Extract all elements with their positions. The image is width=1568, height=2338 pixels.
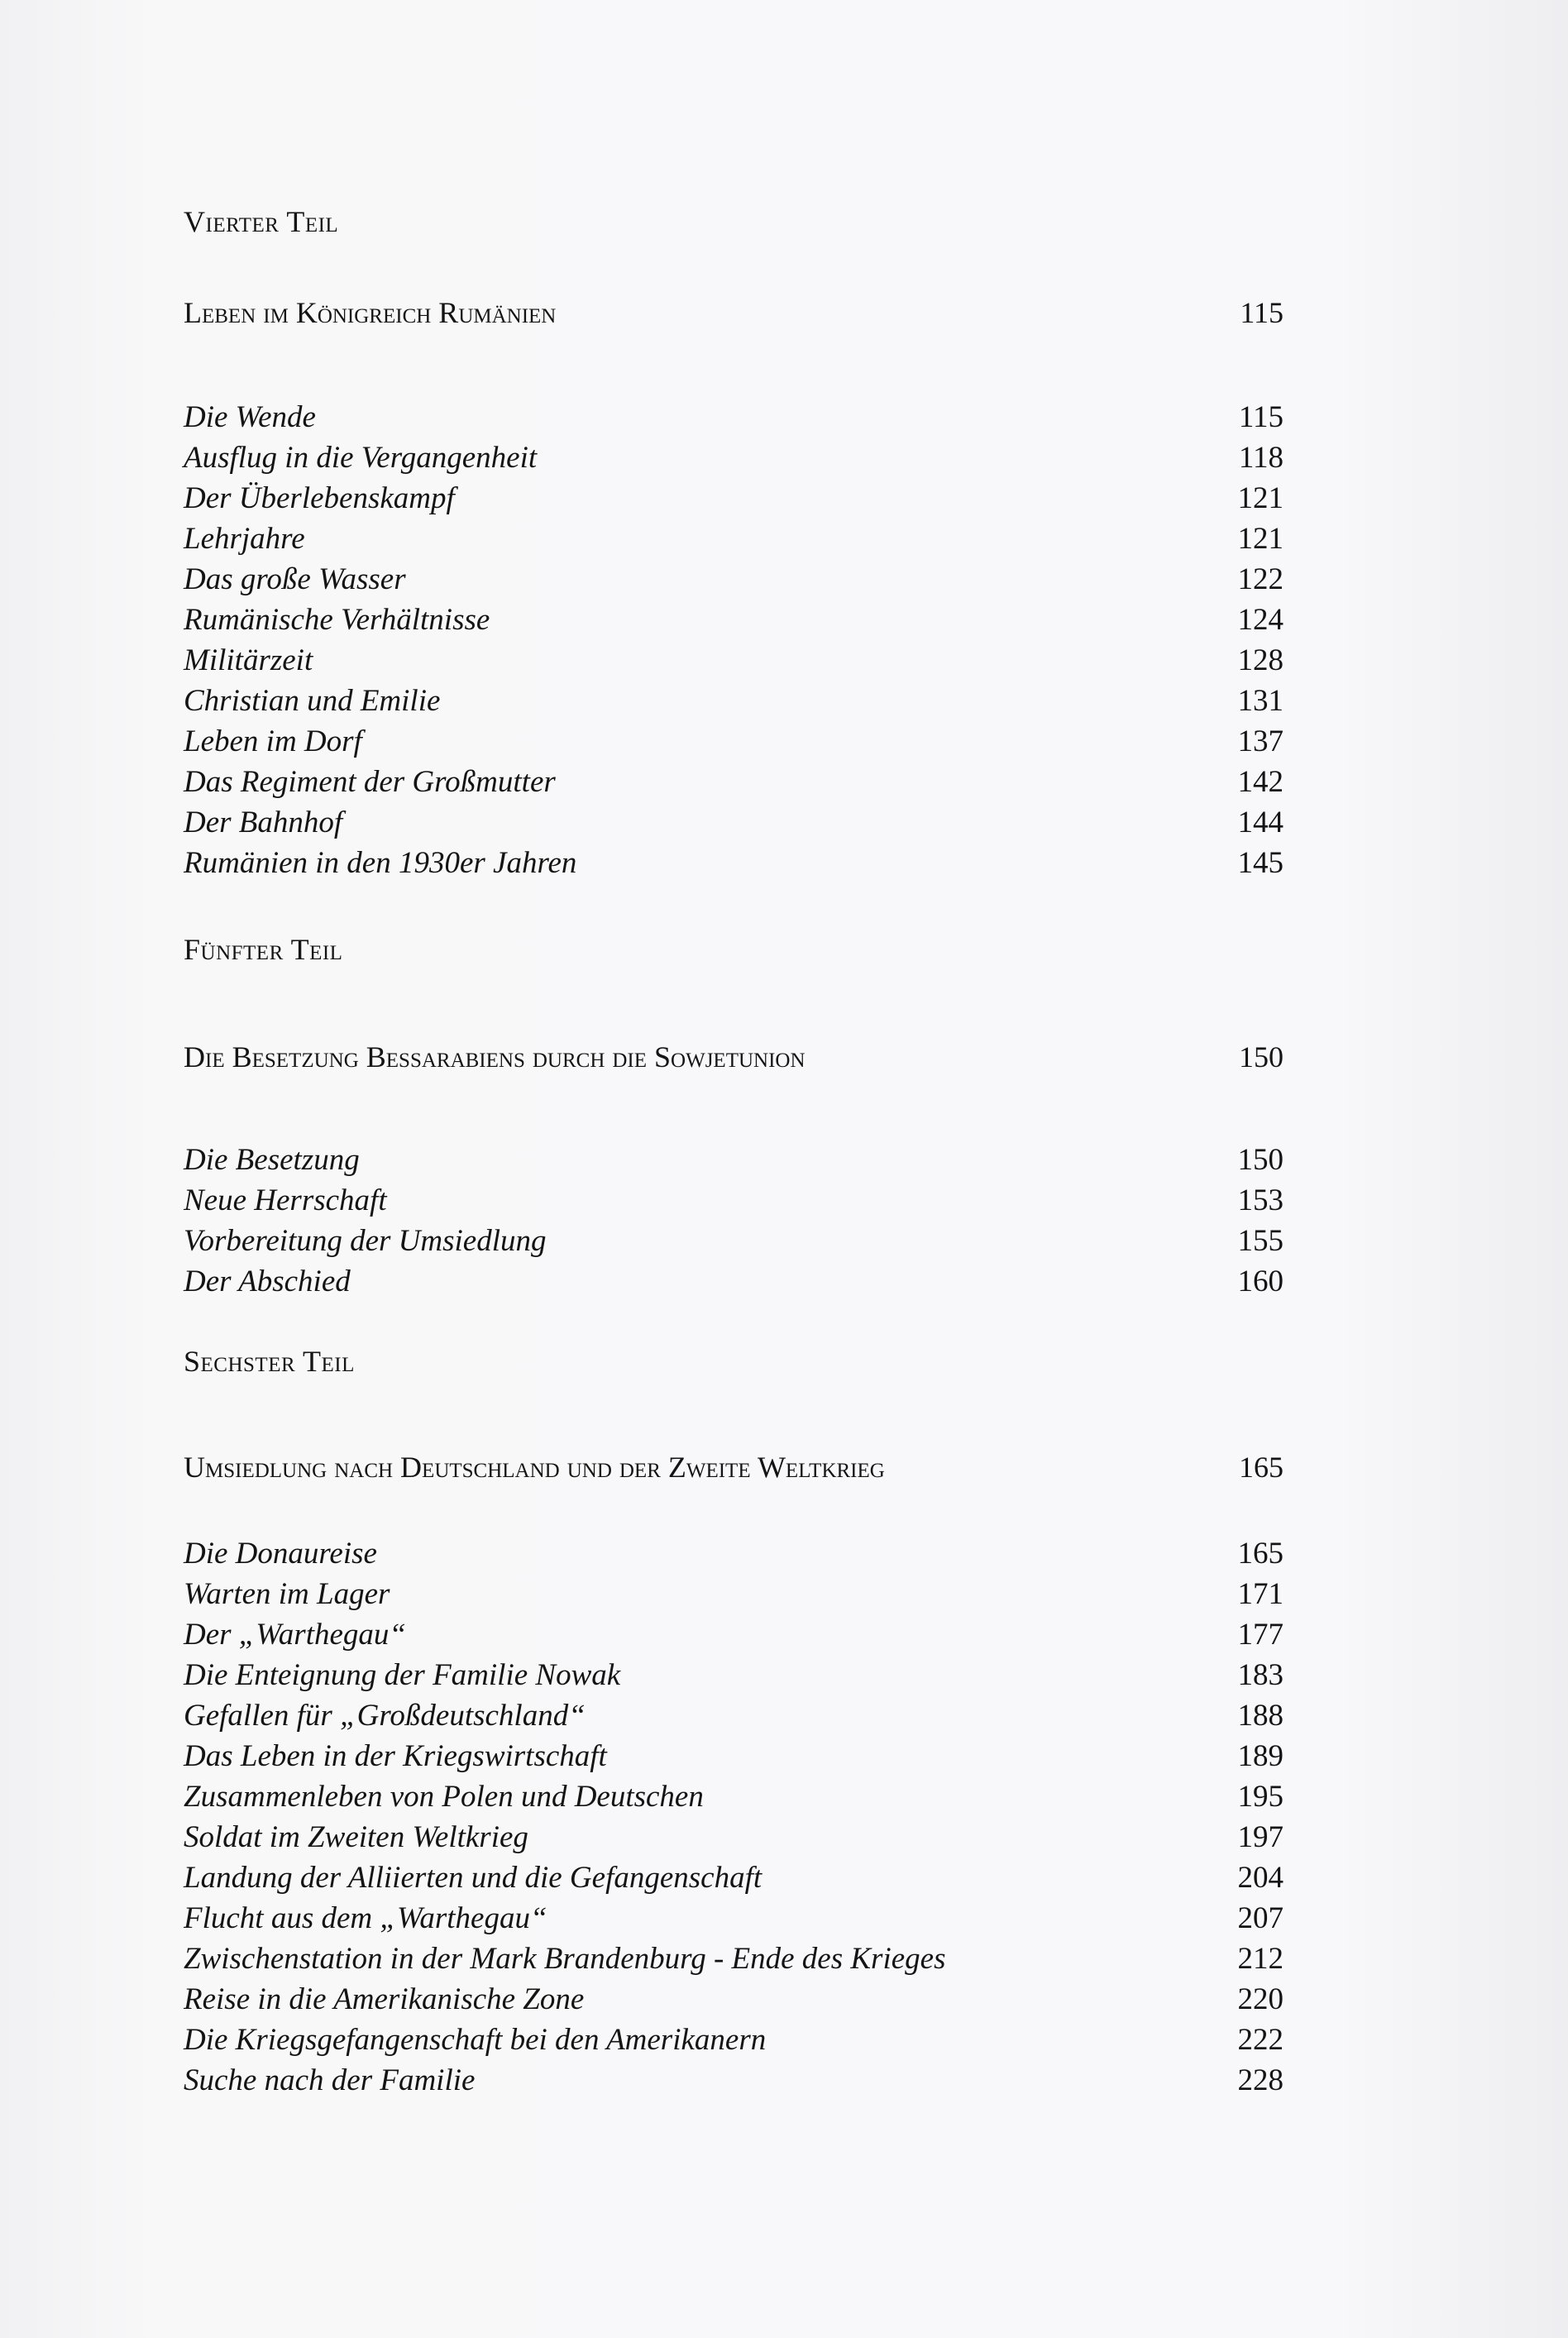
part-heading: Sechster Teil — [184, 1345, 355, 1378]
entry-title: Warten im Lager — [184, 1577, 390, 1611]
entry-list — [184, 397, 1284, 883]
toc-entry — [184, 640, 1284, 681]
part-heading: Fünfter Teil — [184, 933, 343, 966]
entry-title: Die Wende — [184, 400, 316, 434]
part-heading: Vierter Teil — [184, 205, 339, 238]
entry-title: Das große Wasser — [184, 562, 406, 596]
toc-entry — [184, 1776, 1284, 1817]
entry-page-number: 128 — [1237, 643, 1284, 677]
toc-entry — [184, 437, 1284, 478]
toc-entry — [184, 762, 1284, 802]
entry-title: Gefallen für „Großdeutschland“ — [184, 1699, 586, 1733]
entry-title: Soldat im Zweiten Weltkrieg — [184, 1820, 528, 1854]
entry-title: Landung der Alliierten und die Gefangenschaft — [184, 1861, 762, 1895]
entry-title: Zusammenleben von Polen und Deutschen — [184, 1780, 704, 1814]
entry-title: Leben im Dorf — [184, 724, 362, 758]
entry-page-number: 220 — [1237, 1982, 1284, 2016]
toc-entry — [184, 478, 1284, 519]
section-heading — [184, 1452, 1284, 1485]
section-title: Leben im Königreich Rumänien — [184, 296, 557, 329]
entry-page-number: 177 — [1237, 1618, 1284, 1652]
entry-title: Reise in die Amerikanische Zone — [184, 1982, 585, 2016]
section-page-number: 115 — [1240, 296, 1284, 329]
toc-entry — [184, 559, 1284, 600]
entry-page-number: 188 — [1237, 1699, 1284, 1733]
section-title: Umsiedlung nach Deutschland und der Zweite Weltkrieg — [184, 1451, 885, 1484]
toc-entry — [184, 1180, 1284, 1221]
section-page-number: 165 — [1239, 1451, 1284, 1484]
entry-page-number: 131 — [1237, 684, 1284, 718]
entry-page-number: 189 — [1237, 1739, 1284, 1773]
toc-entry — [184, 802, 1284, 843]
toc-entry — [184, 2020, 1284, 2060]
entry-page-number: 121 — [1237, 522, 1284, 556]
entry-page-number: 204 — [1237, 1861, 1284, 1895]
toc-entry — [184, 600, 1284, 640]
entry-page-number: 155 — [1237, 1224, 1284, 1258]
entry-title: Der Überlebenskampf — [184, 481, 455, 515]
entry-list — [184, 1140, 1284, 1302]
toc-entry — [184, 1261, 1284, 1302]
entry-title: Lehrjahre — [184, 522, 305, 556]
entry-page-number: 142 — [1237, 765, 1284, 799]
section-title: Die Besetzung Bessarabiens durch die Sowjetunion — [184, 1040, 806, 1073]
entry-page-number: 160 — [1237, 1265, 1284, 1298]
entry-title: Flucht aus dem „Warthegau“ — [184, 1901, 547, 1935]
entry-page-number: 118 — [1238, 441, 1284, 475]
section-heading — [184, 298, 1284, 331]
entry-page-number: 195 — [1237, 1780, 1284, 1814]
entry-page-number: 121 — [1237, 481, 1284, 515]
entry-page-number: 144 — [1237, 806, 1284, 839]
section-page-number: 150 — [1239, 1040, 1284, 1073]
toc-entry — [184, 721, 1284, 762]
entry-page-number: 183 — [1237, 1658, 1284, 1692]
entry-page-number: 207 — [1237, 1901, 1284, 1935]
toc-entry — [184, 1736, 1284, 1776]
entry-title: Rumänien in den 1930er Jahren — [184, 846, 577, 880]
toc-entry — [184, 1939, 1284, 1979]
entry-title: Ausflug in die Vergangenheit — [184, 441, 538, 475]
toc-entry — [184, 1140, 1284, 1180]
entry-page-number: 222 — [1237, 2023, 1284, 2057]
entry-title: Suche nach der Familie — [184, 2063, 476, 2097]
entry-title: Der Abschied — [184, 1265, 351, 1298]
entry-title: Der Bahnhof — [184, 806, 343, 839]
entry-title: Die Enteignung der Familie Nowak — [184, 1658, 621, 1692]
toc-entry — [184, 2060, 1284, 2101]
toc-entry — [184, 681, 1284, 721]
entry-title: Vorbereitung der Umsiedlung — [184, 1224, 547, 1258]
toc-entry — [184, 397, 1284, 437]
toc-entry — [184, 1614, 1284, 1655]
toc-entry — [184, 1979, 1284, 2020]
entry-list — [184, 1533, 1284, 2101]
entry-page-number: 124 — [1237, 603, 1284, 637]
entry-page-number: 228 — [1237, 2063, 1284, 2097]
entry-title: Militärzeit — [184, 643, 313, 677]
toc-entry — [184, 1533, 1284, 1574]
entry-page-number: 212 — [1237, 1942, 1284, 1976]
entry-page-number: 197 — [1237, 1820, 1284, 1854]
section-heading — [184, 1042, 1284, 1075]
table-of-contents — [184, 207, 1284, 2101]
toc-entry — [184, 1857, 1284, 1898]
entry-title: Zwischenstation in der Mark Brandenburg - Ende des Krieges — [184, 1942, 946, 1976]
toc-entry — [184, 519, 1284, 559]
entry-page-number: 165 — [1237, 1537, 1284, 1571]
entry-page-number: 115 — [1238, 400, 1284, 434]
entry-title: Neue Herrschaft — [184, 1183, 387, 1217]
entry-title: Das Leben in der Kriegswirtschaft — [184, 1739, 607, 1773]
toc-entry — [184, 843, 1284, 883]
entry-page-number: 145 — [1237, 846, 1284, 880]
entry-title: Die Besetzung — [184, 1143, 360, 1177]
entry-title: Christian und Emilie — [184, 684, 441, 718]
toc-entry — [184, 1817, 1284, 1857]
entry-page-number: 150 — [1237, 1143, 1284, 1177]
entry-page-number: 137 — [1237, 724, 1284, 758]
entry-page-number: 122 — [1237, 562, 1284, 596]
toc-entry — [184, 1695, 1284, 1736]
entry-title: Rumänische Verhältnisse — [184, 603, 490, 637]
toc-entry — [184, 1221, 1284, 1261]
entry-title: Die Donaureise — [184, 1537, 377, 1571]
toc-entry — [184, 1655, 1284, 1695]
entry-title: Das Regiment der Großmutter — [184, 765, 556, 799]
entry-page-number: 153 — [1237, 1183, 1284, 1217]
entry-page-number: 171 — [1237, 1577, 1284, 1611]
entry-title: Die Kriegsgefangenschaft bei den Amerikanern — [184, 2023, 767, 2057]
entry-title: Der „Warthegau“ — [184, 1618, 406, 1652]
toc-entry — [184, 1574, 1284, 1614]
toc-entry — [184, 1898, 1284, 1939]
